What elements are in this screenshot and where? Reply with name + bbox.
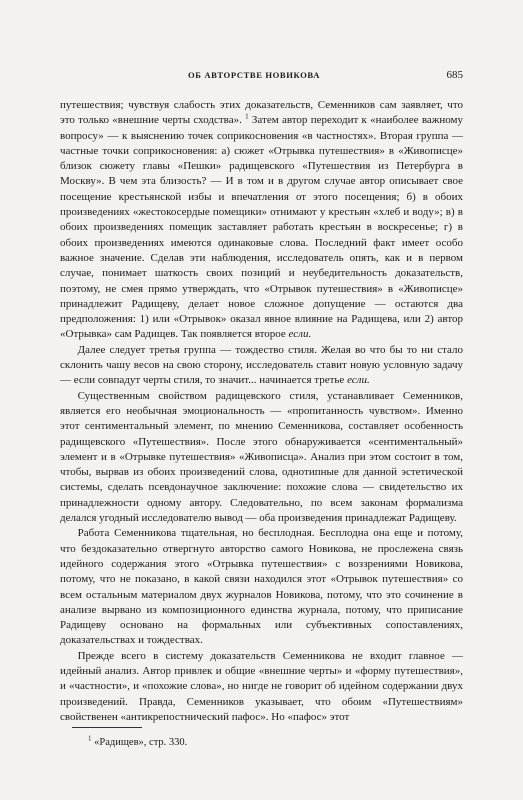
paragraph — [60, 343, 463, 389]
page-number: 685 — [446, 69, 463, 81]
paragraph-text: Затем автор переходит к «наиболее важному вопросу» — к выяснению точек соприкосновения «в частностях». Вторая группа — частные точки соприкосновения: а) сюжет «Отрывка путешествия» в «Живописце» близок сюжету главы «Пешки» радищевского «Путешествия из Петербурга в Москву». В чем эта близость? — И в том и в другом случае автор описывает свое посещение крестьянской избы и впечатления от этого посещения; б) в обоих произведениях «жестокосердые помещики» отнимают у крестьян «хлеб и воду»; в) в обоих произведениях помещик заставляет работать крестьян в воскресенье; г) в обоих произведениях имеются одинаковые слова. Последний факт имеет особо важное значение. Сделав эти наблюдения, исследователь опять, как и в первом случае, понимает шаткость своих позиций и неубедительность доказательств, поэтому, не смея прямо утверждать, что «Отрывок путешествия» в «Живописце» принадлежит Радищеву, делает новое сложное допущение — остаются два предположения: 1) или «Отрывок» оказал явное влияние на Радищева, или 2) автор «Отрывка» сам Радищев. Так появляется второе — [60, 114, 463, 341]
paragraph — [60, 98, 463, 343]
paragraph-text: Существенным свойством радищевского стиля, устанавливает Семенников, является его необычная эмоциональность — «пропитанность чувством». Именно этот сентиментальный элемент, по мнению Семенникова, составляет особенность радищевского «Путешествия». После этого обнаруживается «сентиментальный» элемент и в «Отрывке путешествия» «Живописца». Анализ при этом состоит в том, чтобы, вырвав из обоих произведений слова, однотипные для данной эстетической системы, сделать псевдонаучное заключение: похожие слова — свидетельство их принадлежности одному автору. Следовательно, по всем законам формализма делался угодный исследователю вывод — оба произведения принадлежат Радищеву. — [60, 389, 463, 525]
footnote-reference: 1 — [245, 112, 249, 121]
footnote-text: «Радищев», стр. 330. — [91, 737, 188, 748]
emphasized-text: если. — [288, 328, 312, 341]
paragraph-text: Далее следует третья группа — тождество стиля. Желая во что бы то ни стало склонить чашу весов на свою сторону, исследователь ставит новую условную задачу — если совпадут черты стиля, то значит... начинается третье — [60, 343, 463, 387]
footnote — [88, 734, 188, 748]
body-text — [60, 98, 463, 725]
emphasized-text: если. — [347, 374, 370, 387]
paragraph — [60, 389, 463, 527]
running-title: ОБ АВТОРСТВЕ НОВИКОВА — [188, 70, 321, 80]
paragraph — [60, 526, 463, 648]
page-header — [0, 70, 523, 86]
footnote-marker: 1 — [88, 734, 92, 743]
paragraph-text: путешествия; чувствуя слабость этих доказательств, Семенников сам заявляет, что это только «внешние черты сходства». — [60, 99, 463, 127]
paragraph-text: Работа Семенникова тщательная, но бесплодная. Бесплодна она еще и потому, что бездоказательно отвергнуто авторство самого Новикова, не прослежена связь идейного содержания этого «Отрывка путешествия» с воззрениями Новикова, потому, что не показано, в какой связи находился этот «Отрывок путешествия» со всем остальным материалом двух журналов Новикова, потому, что это сочинение в анализе вырвано из композиционного единства журнала, потому, что приписание Радищеву основано на формальных или субъективных сопоставлениях, доказательствах и тождествах. — [60, 527, 463, 647]
footnote-divider — [72, 727, 142, 728]
paragraph — [60, 649, 463, 725]
paragraph-text: Прежде всего в систему доказательств Семенникова не входит главное — идейный анализ. Автор привлек и общие «внешние черты» и «форму путешествия», и «частности», и «похожие слова», но нигде не говорит об идейном содержании двух произведений. Правда, Семенников указывает, что обоим «Путешествиям» свойственен «антикрепостнический пафос». Но «пафос» этот — [60, 649, 463, 723]
